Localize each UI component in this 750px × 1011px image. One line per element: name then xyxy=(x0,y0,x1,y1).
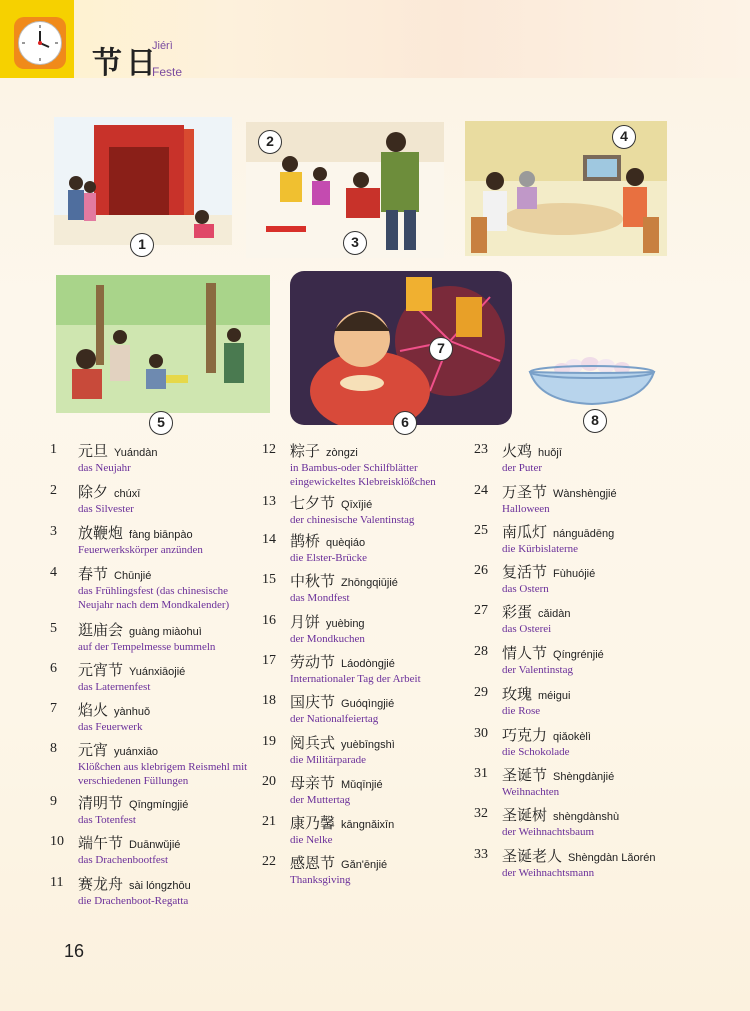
textbook-page: 节日 Jiérì Feste 1 2 3 4 5 6 7 8 1 元旦 Yuándàn das Neujahr 2 除夕 chúxī das Silvester 3 放鞭炮 fàng biānpào Feuerwerkskörper anzünden 4 春节 Chūnjié das Frühlingsfest (das chinesische Neujahr nach dem Mondkalender) 5 逛庙会 guàng miàohuì auf der Tempelmesse bummeln 6 元宵节 Yuánxiāojié das Laternenfest 7 焰火 yànhuǒ das Feuerwerk 8 元宵 yuánxiāo Klößchen aus klebrigem Reismehl mit verschiedenen Füllungen 9 清明节 Qīngmíngjié das Totenfest 10 端午节 Duānwǔjié das Drachenbootfest 11 赛龙舟 sài lóngzhōu die Drachenboot-Regatta 12 粽子 zòngzi in Bambus-oder Schilfblätter eingewickeltes Klebreisklößchen 13 七夕节 Qīxījié der chinesische Valentinstag 14 鹊桥 quèqiáo die Elster-Brücke 15 中秋节 Zhōngqiūjié das Mondfest 16 月饼 yuèbing der Mondkuchen 17 劳动节 Láodòngjié Internationaler Tag der Arbeit 18 国庆节 Guóqìngjié der Nationalfeiertag 19 阅兵式 yuèbīngshì die Militärparade 20 母亲节 Mǔqīnjié der Muttertag 21 康乃馨 kāngnǎixīn die Nelke 22 感恩节 Gǎn'ēnjié Thanksgiving 23 火鸡 huǒjī der Puter 24 万圣节 Wànshèngjié Halloween 25 南瓜灯 nánguādēng die Kürbislaterne 26 复活节 Fùhuójié das Ostern 27 彩蛋 cǎidàn das Osterei 28 情人节 Qíngrénjié der Valentinstag 29 玫瑰 méigui die Rose 30 巧克力 qiǎokèlì die Schokolade 31 圣诞节 Shèngdànjié Weihnachten 32 圣诞树 shèngdànshù der Weihnachtsbaum 33 圣诞老人 Shèngdàn Lǎorén der Weihnachtsmann 16 xyxy=(0,0,750,1011)
page-title-pinyin: Jiérì xyxy=(152,40,173,52)
clock-icon xyxy=(14,17,66,69)
page-title: 节日 xyxy=(92,46,160,81)
illustration-label-6: 6 xyxy=(393,411,417,435)
illustration-label-5: 5 xyxy=(149,411,173,435)
illustration-label-7: 7 xyxy=(429,337,453,361)
illustration-family-dinner xyxy=(465,121,667,256)
illustration-label-3: 3 xyxy=(343,231,367,255)
illustration-label-1: 1 xyxy=(130,233,154,257)
page-number: 16 xyxy=(64,941,85,961)
page-title-german: Feste xyxy=(152,65,183,79)
illustration-new-year-doorway xyxy=(54,117,232,245)
illustration-label-8: 8 xyxy=(583,409,607,433)
illustration-temple-fair xyxy=(56,275,270,413)
header-clock-tab xyxy=(0,0,74,78)
illustration-lantern-festival xyxy=(290,271,512,425)
illustration-yuanxiao-bowl xyxy=(526,346,658,406)
illustration-label-2: 2 xyxy=(258,130,282,154)
illustration-label-4: 4 xyxy=(612,125,636,149)
